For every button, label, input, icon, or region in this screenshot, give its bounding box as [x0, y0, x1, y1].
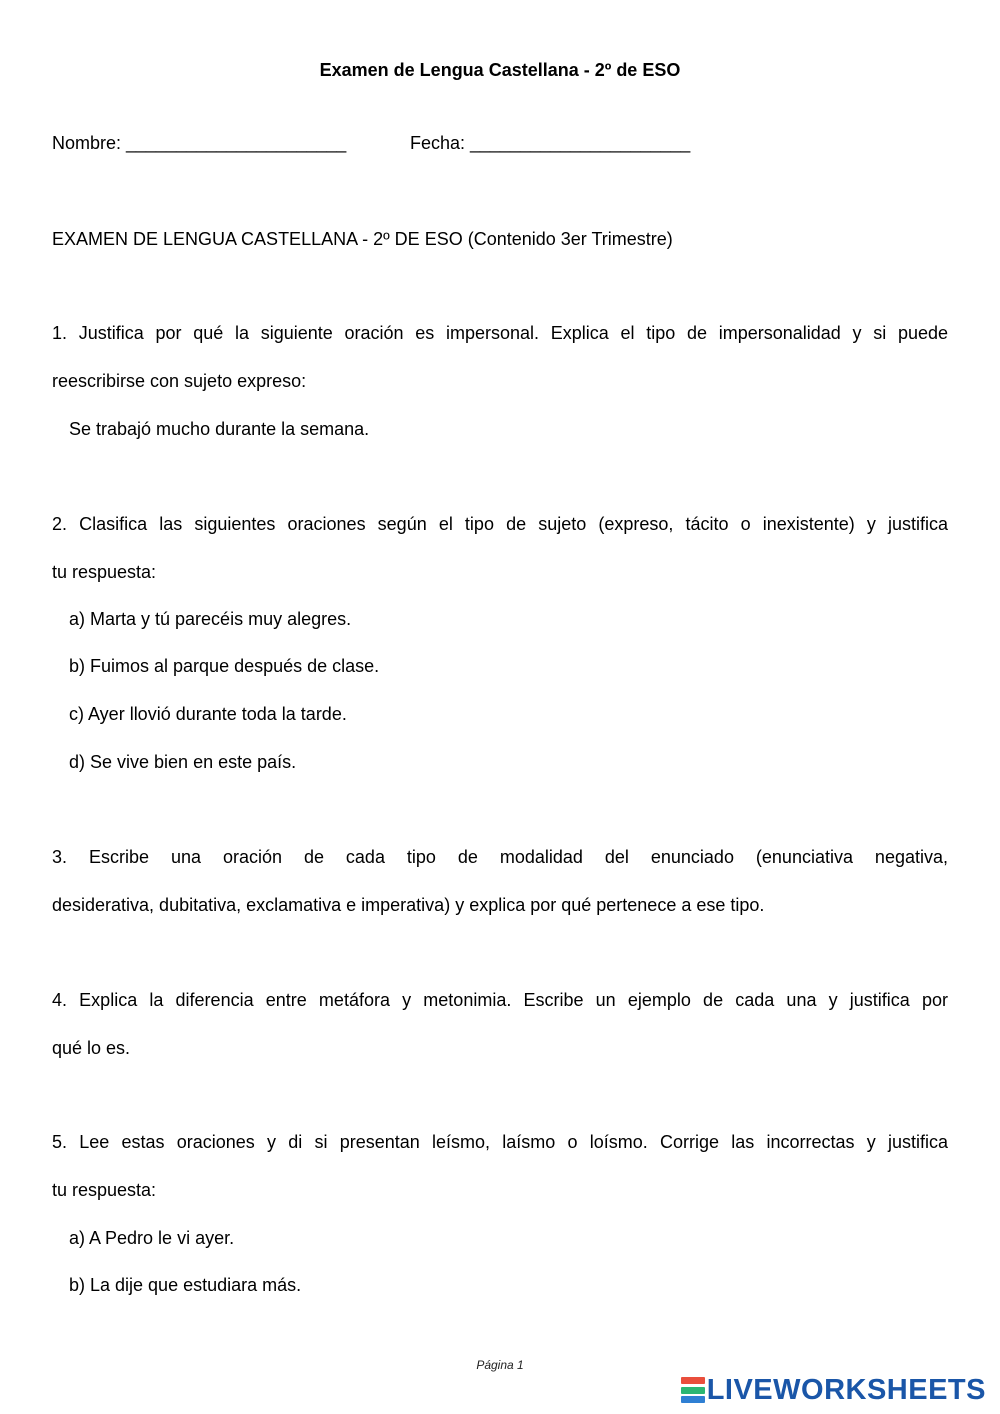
question-5-line-1: 5. Lee estas oraciones y di si presentan leísmo, laísmo o loísmo. Corrige las incorrectas y justifica [52, 1132, 948, 1152]
date-field-label: Fecha: ______________________ [410, 133, 691, 153]
question-2-item-c: c) Ayer llovió durante toda la tarde. [69, 704, 347, 724]
question-3-line-2: desiderativa, dubitativa, exclamativa e imperativa) y explica por qué pertenece a ese tipo. [52, 895, 765, 915]
liveworksheets-icon [681, 1377, 705, 1403]
question-2-item-a: a) Marta y tú parecéis muy alegres. [69, 609, 352, 629]
question-5-item-b: b) La dije que estudiara más. [69, 1275, 302, 1295]
question-2-line-2: tu respuesta: [52, 562, 157, 582]
question-2-line-1: 2. Clasifica las siguientes oraciones según el tipo de sujeto (expreso, tácito o inexistente) y justifica [52, 514, 948, 534]
question-5-item-a: a) A Pedro le vi ayer. [69, 1228, 235, 1248]
question-4-line-1: 4. Explica la diferencia entre metáfora y metonimia. Escribe un ejemplo de cada una y justifica por [52, 990, 948, 1010]
question-1-line-2: reescribirse con sujeto expreso: [52, 371, 307, 391]
liveworksheets-wordmark: LIVEWORKSHEETS [706, 1373, 986, 1406]
name-field-label: Nombre: ______________________ [52, 133, 347, 153]
liveworksheets-logo [681, 1374, 986, 1406]
question-4-line-2: qué lo es. [52, 1038, 131, 1058]
question-3-line-1: 3. Escribe una oración de cada tipo de modalidad del enunciado (enunciativa negativa, [52, 847, 948, 867]
question-2-item-b: b) Fuimos al parque después de clase. [69, 656, 380, 676]
question-1-line-1: 1. Justifica por qué la siguiente oración es impersonal. Explica el tipo de impersonalidad y si puede [52, 323, 948, 343]
page-title: Examen de Lengua Castellana - 2º de ESO [319, 60, 681, 80]
page-number: Página 1 [476, 1358, 524, 1372]
question-2-item-d: d) Se vive bien en este país. [69, 752, 297, 772]
exam-subtitle: EXAMEN DE LENGUA CASTELLANA - 2º DE ESO (Contenido 3er Trimestre) [52, 229, 673, 249]
question-1-sentence: Se trabajó mucho durante la semana. [69, 419, 370, 439]
question-5-line-2: tu respuesta: [52, 1180, 157, 1200]
